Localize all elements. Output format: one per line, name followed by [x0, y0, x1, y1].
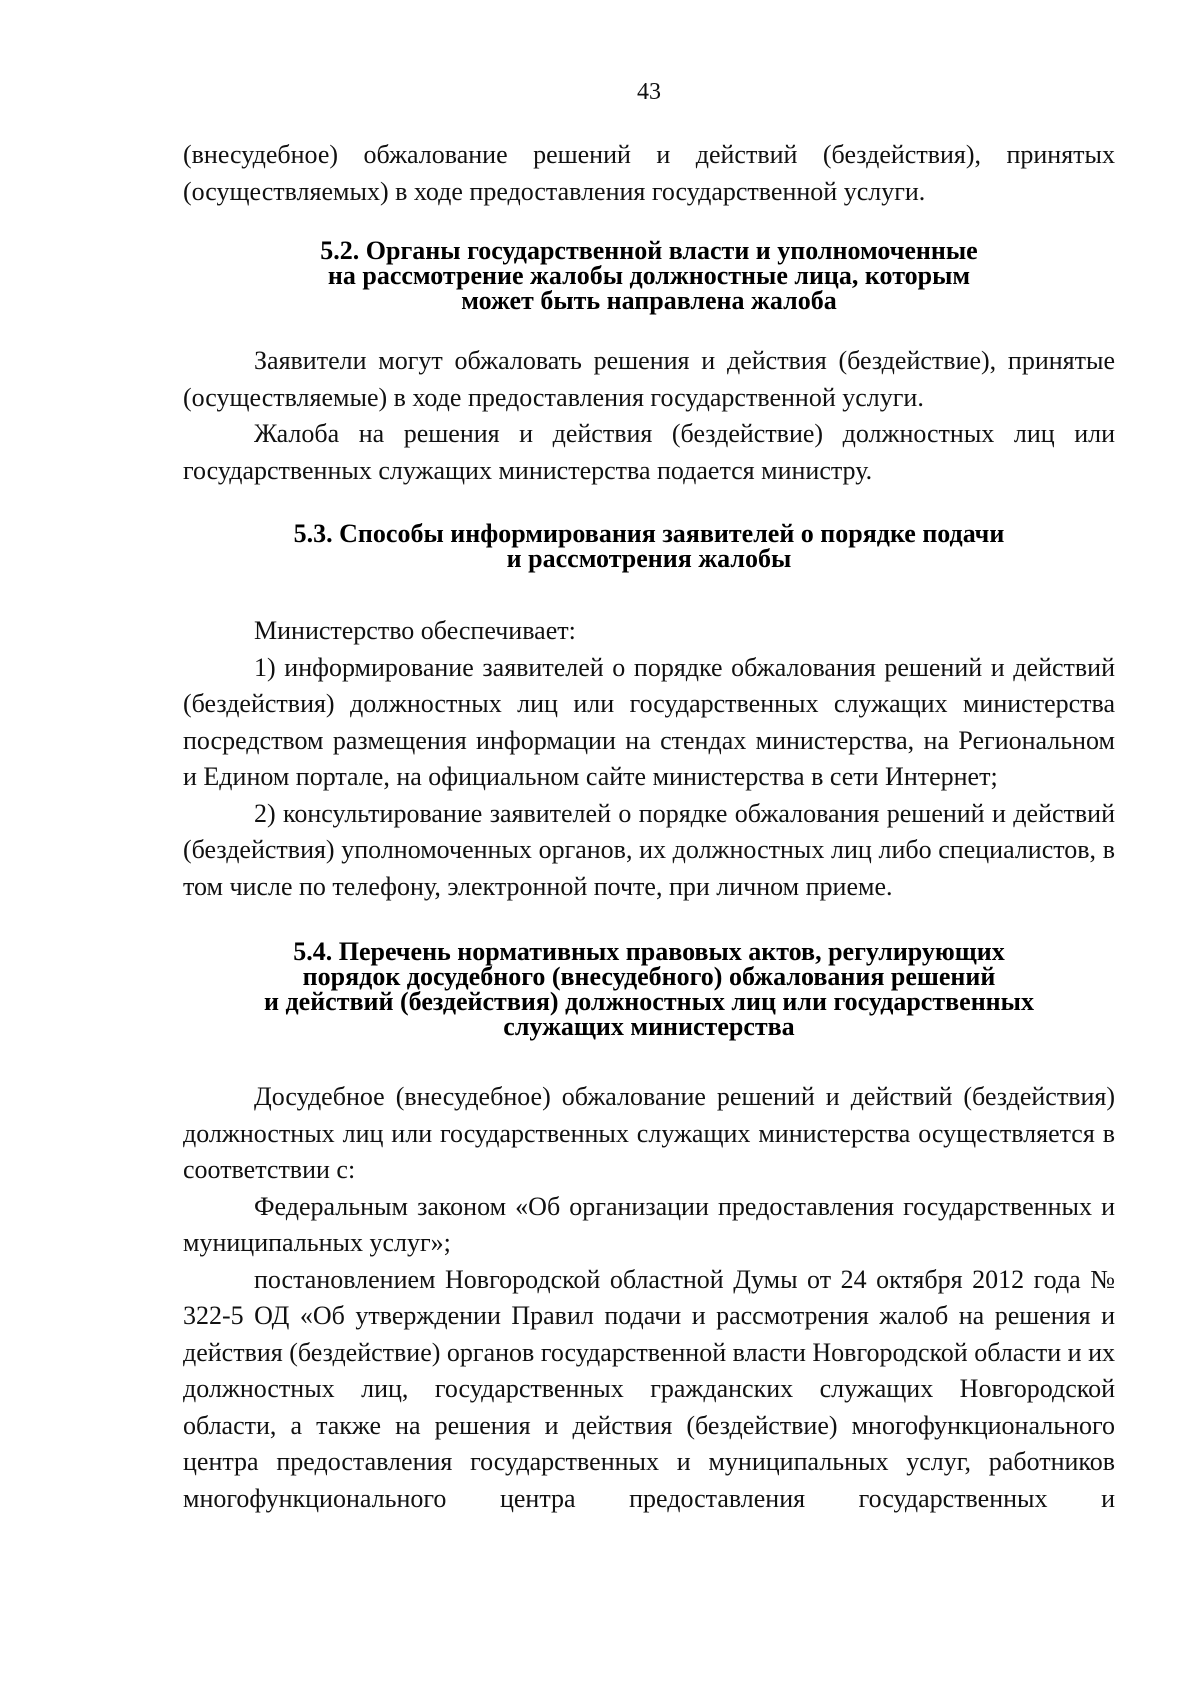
list-item: 1) информирование заявителей о порядке обжалования решений и действий (бездействия) должностных лиц или государственных служащих министерства посредством размещения информации на стендах министерства, на Региональном и Едином портале, на официальном сайте министерства в сети Интернет; — [183, 652, 1115, 791]
heading-line: служащих министерства — [503, 1012, 795, 1041]
spacer — [183, 1039, 1115, 1079]
section-5-3-paragraph: Министерство обеспечивает: — [254, 616, 576, 645]
section-5-2-heading — [183, 238, 1115, 313]
heading-line: может быть направлена жалоба — [461, 286, 837, 315]
section-5-4-heading — [183, 939, 1115, 1039]
document-page — [183, 0, 1115, 1708]
section-5-2-paragraph: Жалоба на решения и действия (бездействие) должностных лиц или государственных служащих министерства подается министру. — [183, 419, 1115, 485]
document-body — [183, 137, 1115, 1517]
section-5-4-paragraph: постановлением Новгородской областной Думы от 24 октября 2012 года № 322-5 ОД «Об утверждении Правил подачи и рассмотрения жалоб на решения и действия (бездействие) органов государственной власти Новгородской области и их должностных лиц, государственных гражданских служащих Новгородской области, а также на решения и действия (бездействие) многофункционального центра предоставления государственных и муниципальных услуг, работников многофункционального центра предоставления государственных и — [183, 1264, 1115, 1513]
spacer — [183, 489, 1115, 521]
section-5-4-paragraph: Досудебное (внесудебное) обжалование решений и действий (бездействия) должностных лиц или государственных служащих министерства осуществляется в соответствии с: — [183, 1082, 1115, 1184]
heading-line: и рассмотрения жалобы — [506, 544, 792, 573]
section-5-2-paragraph: Заявители могут обжаловать решения и действия (бездействие), принятые (осуществляемые) в ходе предоставления государственной услуги. — [183, 346, 1115, 412]
heading-line: 5.2. Органы государственной власти и уполномоченные — [320, 236, 978, 265]
spacer — [183, 571, 1115, 613]
section-5-3-heading — [183, 521, 1115, 571]
spacer — [183, 905, 1115, 939]
heading-line: и действий (бездействия) должностных лиц или государственных — [264, 987, 1034, 1016]
heading-line: 5.3. Способы информирования заявителей о порядке подачи — [293, 519, 1005, 548]
spacer — [183, 210, 1115, 238]
heading-line: порядок досудебного (внесудебного) обжалования решений — [302, 962, 996, 991]
list-item: 2) консультирование заявителей о порядке обжалования решений и действий (бездействия) уполномоченных органов, их должностных лиц либо специалистов, в том числе по телефону, электронной почте, при личном приеме. — [183, 798, 1115, 901]
intro-paragraph: (внесудебное) обжалование решений и действий (бездействия), принятых (осуществляемых) в ходе предоставления государственной услуги. — [183, 140, 1115, 206]
heading-line: на рассмотрение жалобы должностные лица, которым — [327, 261, 971, 290]
spacer — [183, 313, 1115, 343]
heading-line: 5.4. Перечень нормативных правовых актов, регулирующих — [293, 937, 1005, 966]
page-number: 43 — [637, 79, 661, 105]
section-5-4-paragraph: Федеральным законом «Об организации предоставления государственных и муниципальных услуг»; — [183, 1191, 1115, 1257]
